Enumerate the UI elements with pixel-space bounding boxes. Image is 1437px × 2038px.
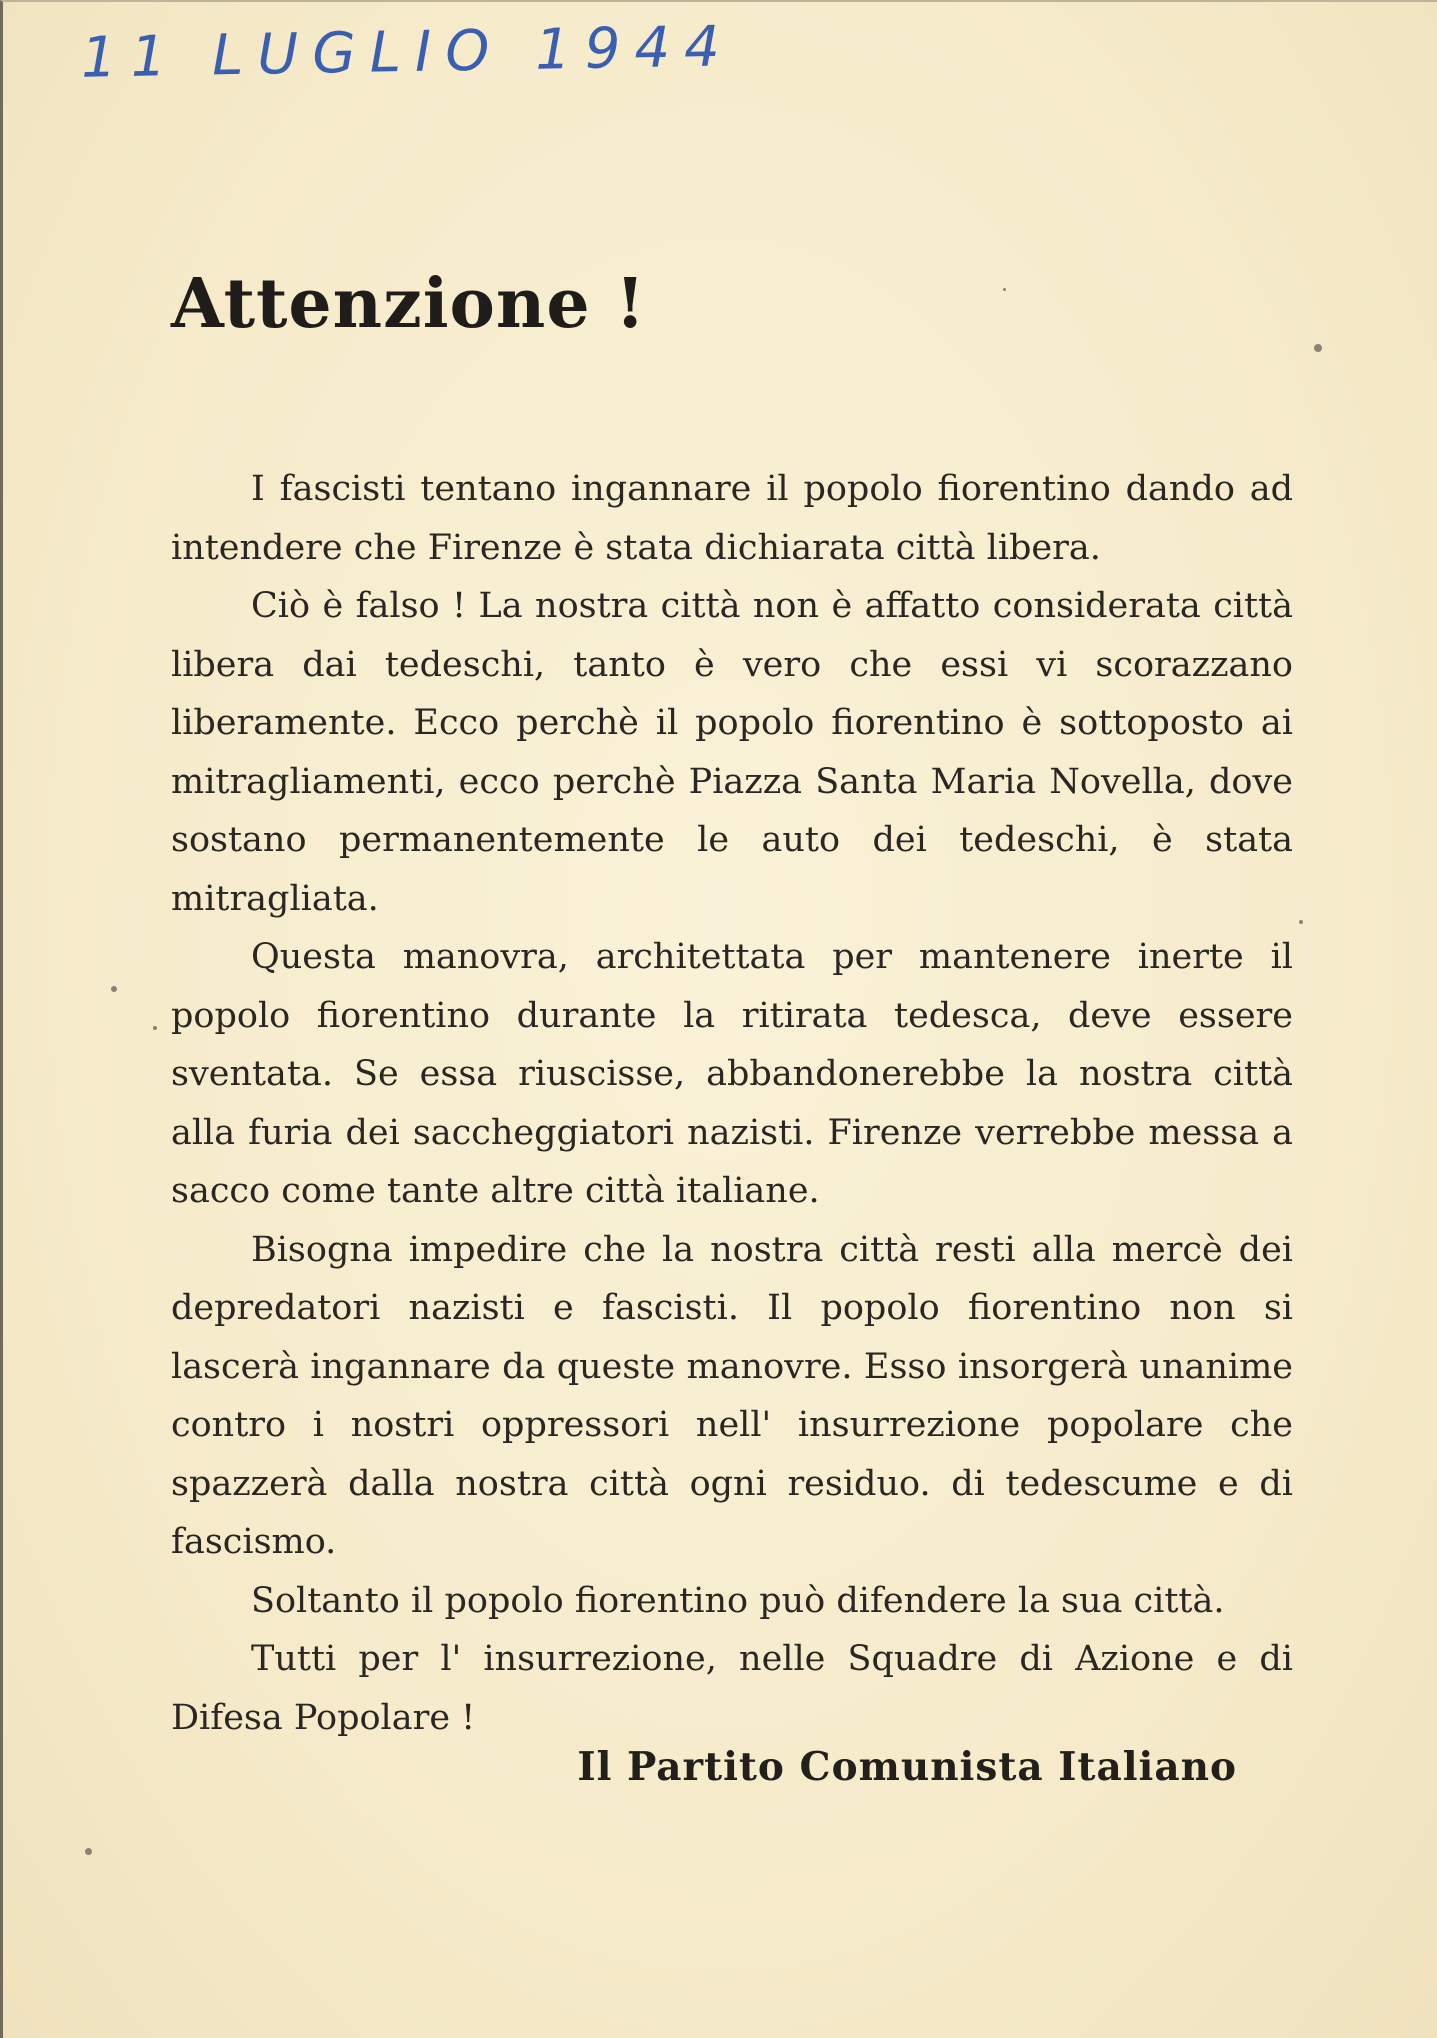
- paragraph-1: I fascisti tentano ingannare il popolo fiorentino dando ad intendere che Firenze è stata dichiarata città libera.: [171, 469, 1293, 568]
- paragraph-2: Ciò è falso ! La nostra città non è affatto considerata città libera dai tedeschi, tanto è vero che essi vi scorazzano liberamente. Ecco perchè il popolo fiorentino è sottoposto ai mitragliamenti, ecco perchè Piazza Santa Maria Novella, dove sostano permanentemente le auto dei tedeschi, è stata mitragliata.: [171, 586, 1293, 919]
- paragraph-5: Soltanto il popolo fiorentino può difendere la sua città.: [251, 1580, 1225, 1621]
- signature: Il Partito Comunista Italiano: [577, 1744, 1237, 1790]
- paragraph-4: Bisogna impedire che la nostra città resti alla mercè dei depredatori nazisti e fascisti. Il popolo fiorentino non si lascerà ingannare da queste manovre. Esso insorgerà unanime contro i nostri oppressori nell' insurrezione popolare che spazzerà dalla nostra città ogni residuo. di tedescume e di fascismo.: [171, 1229, 1293, 1562]
- paragraph-3: Questa manovra, architettata per mantenere inerte il popolo fiorentino durante la ritirata tedesca, deve essere sventata. Se essa riuscisse, abbandonerebbe la nostra città alla furia dei saccheggiatori nazisti. Firenze verrebbe messa a sacco come tante altre città italiane.: [171, 937, 1293, 1211]
- paragraph-6: Tutti per l' insurrezione, nelle Squadre di Azione e di Difesa Popolare !: [171, 1639, 1293, 1738]
- paper-speck: [153, 1026, 157, 1030]
- paper-speck: [85, 1848, 92, 1855]
- handwritten-date-annotation: 11 LUGLIO 1944: [80, 14, 735, 91]
- leaflet-title: Attenzione !: [171, 264, 647, 344]
- paper-speck: [1314, 344, 1322, 352]
- paper-speck: [1299, 920, 1303, 924]
- paper-speck: [1003, 288, 1006, 291]
- leaflet-body: [171, 460, 1293, 1747]
- paper-speck: [111, 986, 117, 992]
